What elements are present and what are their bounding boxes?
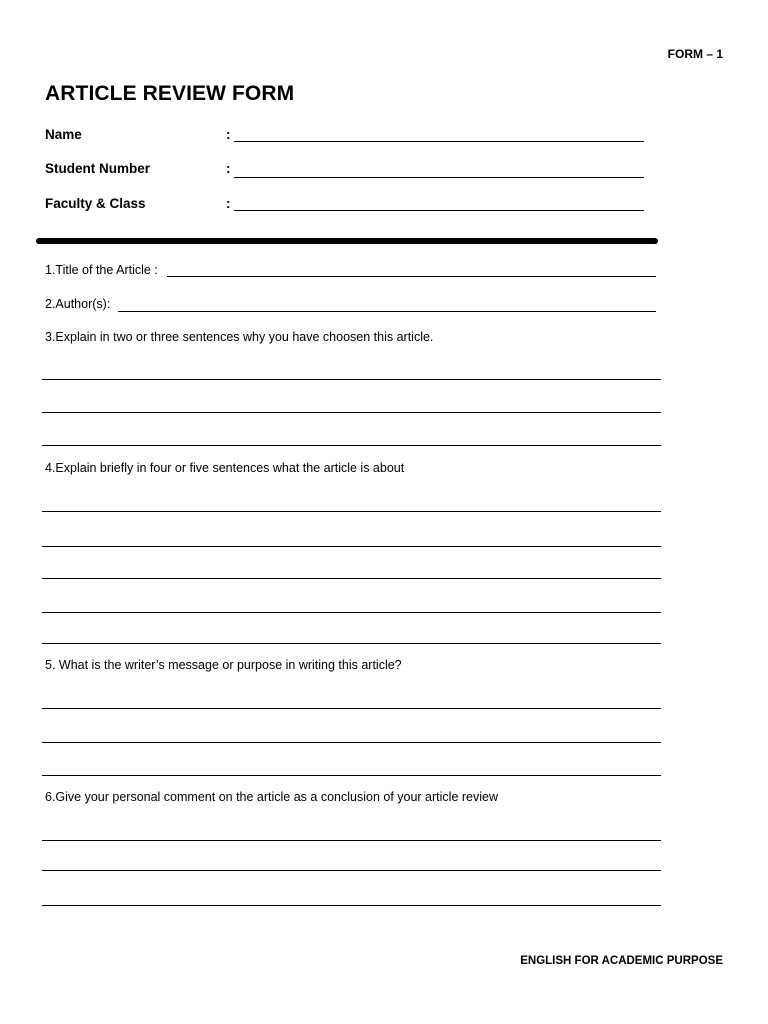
student-number-field[interactable]	[234, 177, 644, 178]
article-title-field[interactable]	[167, 276, 656, 277]
course-footer: ENGLISH FOR ACADEMIC PURPOSE	[520, 955, 723, 967]
name-colon: :	[226, 127, 231, 142]
q4-answer-line[interactable]	[42, 546, 661, 547]
question-3-text: 3.Explain in two or three sentences why you have choosen this article.	[45, 330, 434, 344]
q4-answer-line[interactable]	[42, 578, 661, 579]
q4-answer-line[interactable]	[42, 643, 661, 644]
q5-answer-line[interactable]	[42, 775, 661, 776]
q6-answer-line[interactable]	[42, 905, 661, 906]
q6-answer-line[interactable]	[42, 840, 661, 841]
name-field[interactable]	[234, 141, 644, 142]
q3-answer-line[interactable]	[42, 412, 661, 413]
q4-answer-line[interactable]	[42, 612, 661, 613]
question-6-text: 6.Give your personal comment on the article as a conclusion of your article review	[45, 790, 498, 804]
question-5-text: 5. What is the writer’s message or purpose in writing this article?	[45, 658, 402, 672]
faculty-class-field[interactable]	[234, 210, 644, 211]
q4-answer-line[interactable]	[42, 511, 661, 512]
q6-answer-line[interactable]	[42, 870, 661, 871]
q3-answer-line[interactable]	[42, 445, 661, 446]
q5-answer-line[interactable]	[42, 708, 661, 709]
question-1-text: 1.Title of the Article :	[45, 263, 158, 277]
q5-answer-line[interactable]	[42, 742, 661, 743]
question-2-text: 2.Author(s):	[45, 297, 111, 311]
section-divider	[36, 238, 658, 244]
faculty-class-colon: :	[226, 196, 231, 211]
page-title: ARTICLE REVIEW FORM	[45, 82, 295, 105]
faculty-class-label: Faculty & Class	[45, 196, 146, 211]
authors-field[interactable]	[118, 311, 656, 312]
student-number-colon: :	[226, 161, 231, 176]
question-4-text: 4.Explain briefly in four or five sentences what the article is about	[45, 461, 405, 475]
student-number-label: Student Number	[45, 161, 151, 176]
form-number: FORM – 1	[667, 47, 723, 61]
name-label: Name	[45, 127, 82, 142]
q3-answer-line[interactable]	[42, 379, 661, 380]
